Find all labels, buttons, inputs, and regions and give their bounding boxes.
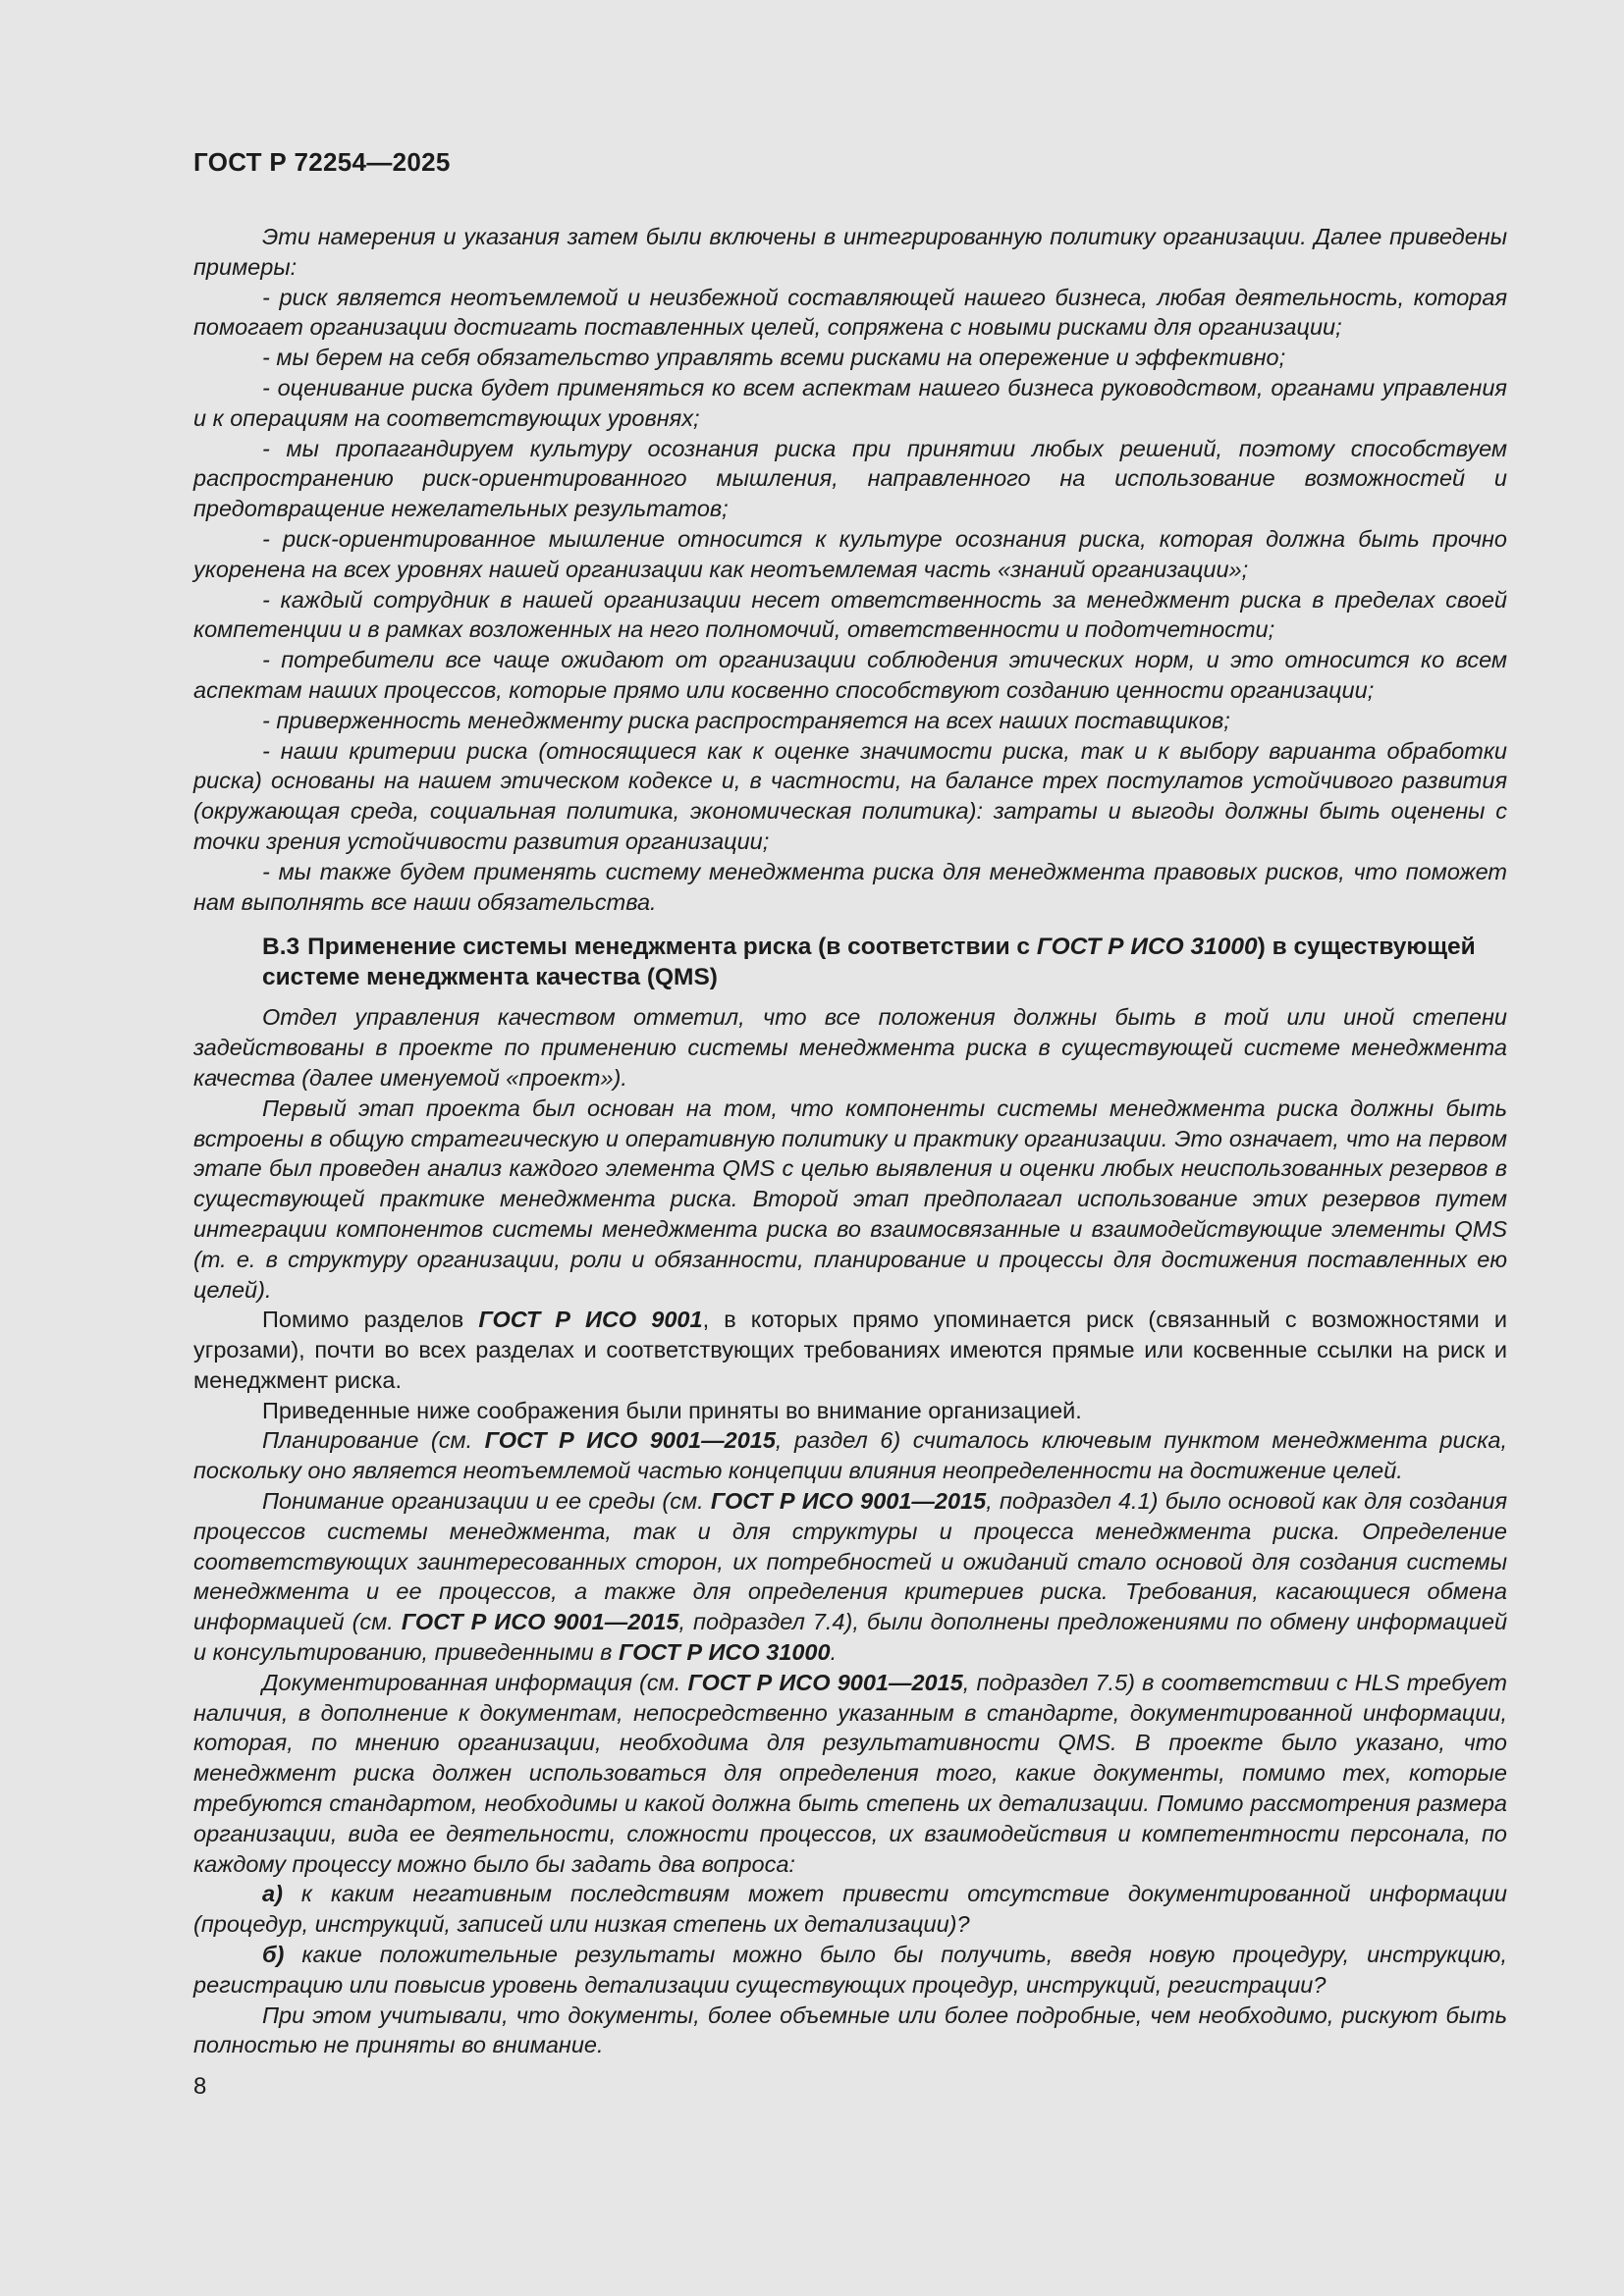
paragraph: [193, 1668, 1507, 1880]
text-run: Понимание организации и ее среды (см.: [262, 1488, 711, 1515]
standard-ref: ГОСТ Р ИСО 9001—2015: [710, 1488, 987, 1515]
section-title-part: ) в существующей системе менеджмента качества (QMS): [262, 934, 1476, 991]
text-run: Планирование (см.: [262, 1427, 485, 1454]
question-item: [193, 1879, 1507, 1940]
text-run: какие положительные результаты можно было бы получить, введя новую процедуру, инструкцию, регистрацию или повысив уровень детализации существующих процедур, инструкций, регистрации?: [193, 1942, 1507, 1998]
paragraph: Приведенные ниже соображения были приняты во внимание организацией.: [262, 1397, 1082, 1423]
list-item: - потребители все чаще ожидают от организации соблюдения этических норм, и это относится ко всем аспектам наших процессов, которые прямо или косвенно способствуют созданию ценности организации;: [193, 647, 1507, 703]
section-number: В.3: [262, 934, 300, 961]
text-run: , в которых прямо упоминается риск (связанный с возможностями и угрозами), почти во всех разделах и соответствующих требованиях имеются прямые или косвенные ссылки на риск и менеджмент риска.: [193, 1307, 1507, 1393]
intro-paragraph: Эти намерения и указания затем были включены в интегрированную политику организации. Далее приведены примеры:: [193, 224, 1507, 280]
list-item: - мы также будем применять систему менеджмента риска для менеджмента правовых рисков, что поможет нам выполнять все наши обязательства.: [193, 858, 1507, 915]
page-number: 8: [193, 2073, 207, 2100]
section-heading: [193, 932, 1507, 992]
paragraph: [193, 1305, 1507, 1395]
page-content: [193, 222, 1507, 2060]
standard-ref: ГОСТ Р ИСО 9001—2015: [401, 1609, 679, 1635]
text-run: , раздел 6) считалось ключевым пунктом менеджмента риска, поскольку оно является неотъемлемой частью концепции влияния неопределенности на достижение целей.: [193, 1427, 1507, 1484]
paragraph: [193, 1486, 1507, 1668]
question-item: [193, 1940, 1507, 2001]
list-item: - оценивание риска будет применяться ко всем аспектам нашего бизнеса руководством, органами управления и к операциям на соответствующих уровнях;: [193, 374, 1507, 431]
list-item: - каждый сотрудник в нашей организации несет ответственность за менеджмент риска в пределах своей компетенции и в рамках возложенных на него полномочий, ответственности и подотчетности;: [193, 586, 1507, 643]
text-run: .: [830, 1639, 838, 1666]
list-item: - риск-ориентированное мышление относится к культуре осознания риска, которая должна быть прочно укоренена на всех уровнях нашей организации как неотъемлемая часть «знаний организации»;: [193, 525, 1507, 582]
paragraph: Отдел управления качеством отметил, что все положения должны быть в той или иной степени задействованы в проекте по применению системы менеджмента риска в существующей системе менеджмента качества (далее именуемой «проект»).: [193, 1004, 1507, 1091]
section-title-ref: ГОСТ Р ИСО 31000: [1036, 934, 1258, 961]
list-item: - риск является неотъемлемой и неизбежной составляющей нашего бизнеса, любая деятельность, которая помогает организации достигать поставленных целей, сопряжена с новыми рисками для организации;: [193, 284, 1507, 341]
list-item: - приверженность менеджменту риска распространяется на всех наших поставщиков;: [262, 707, 1230, 733]
paragraph: Первый этап проекта был основан на том, что компоненты системы менеджмента риска должны быть встроены в общую стратегическую и оперативную политику и практику организации. Это означает, что на первом этапе был проведен анализ каждого элемента QMS с целью выявления и оценки любых неиспользованных резервов в существующей практике менеджмента риска. Второй этап предполагал использование этих резервов путем интеграции компонентов системы менеджмента риска во взаимосвязанные и взаимодействующие элементы QMS (т. е. в структуру организации, роли и обязанности, планирование и процессы для достижения поставленных ею целей).: [193, 1095, 1507, 1303]
text-run: Помимо разделов: [262, 1307, 479, 1333]
text-run: , подраздел 7.5) в соответствии с HLS требует наличия, в дополнение к документам, непосредственно указанным в стандарте, документированной информации, которая, по мнению организации, необходима для результативности QMS. В проекте было указано, что менеджмент риска должен использоваться для определения того, какие документы, помимо тех, которые требуются стандартом, необходимы и какой должна быть степень их детализации. Помимо рассмотрения размера организации, вида ее деятельности, сложности процессов, их взаимодействия и компетентности персонала, по каждому процессу можно было бы задать два вопроса:: [193, 1669, 1507, 1877]
question-label: а): [262, 1881, 283, 1907]
text-run: , подраздел 4.1) было основой как для создания процессов системы менеджмента, так и для структуры и процесса менеджмента риска. Определение соответствующих заинтересованных сторон, их потребностей и ожиданий стало основой для создания системы менеджмента и ее процессов, а также для определения критериев риска. Требования, касающиеся обмена информацией (см.: [193, 1488, 1508, 1635]
paragraph: При этом учитывали, что документы, более объемные или более подробные, чем необходимо, рискуют быть полностью не приняты во внимание.: [193, 2002, 1507, 2058]
standard-ref: ГОСТ Р ИСО 9001—2015: [484, 1427, 776, 1454]
text-run: Документированная информация (см.: [262, 1669, 688, 1695]
list-item: - мы пропагандируем культуру осознания риска при принятии любых решений, поэтому способствуем распространению риск-ориентированного мышления, направленного на использование возможностей и предотвращение нежелательных результатов;: [193, 435, 1507, 522]
question-label: б): [262, 1942, 285, 1968]
paragraph: [193, 1425, 1507, 1486]
section-title-part: Применение системы менеджмента риска (в соответствии с: [307, 934, 1037, 961]
list-item: - мы берем на себя обязательство управлять всеми рисками на опережение и эффективно;: [262, 345, 1286, 371]
standard-header: ГОСТ Р 72254—2025: [193, 147, 451, 177]
standard-ref: ГОСТ Р ИСО 9001: [478, 1307, 703, 1333]
text-run: к каким негативным последствиям может привести отсутствие документированной информации (процедур, инструкций, записей или низкая степень их детализации)?: [193, 1881, 1507, 1938]
list-item: - наши критерии риска (относящиеся как к оценке значимости риска, так и к выбору варианта обработки риска) основаны на нашем этическом кодексе и, в частности, на балансе трех постулатов устойчивого развития (окружающая среда, социальная политика, экономическая политика): затраты и выгоды должны быть оценены с точки зрения устойчивости развития организации;: [193, 737, 1507, 854]
text-run: , подраздел 7.4), были дополнены предложениями по обмену информацией и консультированию, приведенными в: [193, 1609, 1508, 1666]
standard-ref: ГОСТ Р ИСО 31000: [618, 1639, 831, 1666]
standard-ref: ГОСТ Р ИСО 9001—2015: [687, 1669, 963, 1695]
